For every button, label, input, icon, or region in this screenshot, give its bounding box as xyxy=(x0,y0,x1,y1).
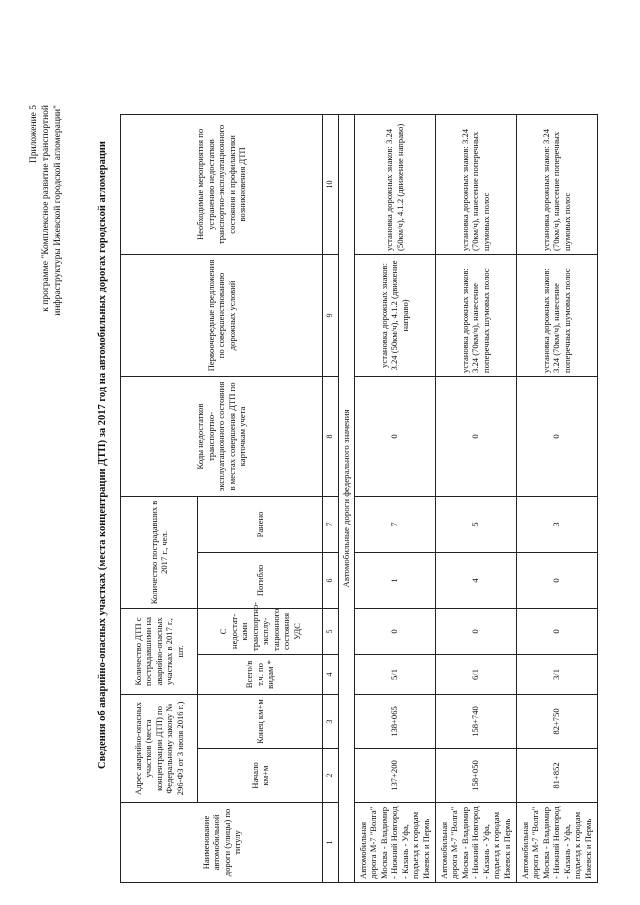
header-codes: Коды недостатков транспортно-эксплуатационного состояния в местах совершения ДТП по карточкам учета xyxy=(121,376,323,496)
header-measures: Необходимые мероприятия по устранению недостатков транспортно-эксплуатационного состояния и профилактики возникновения ДТП xyxy=(121,114,323,254)
header-end: Конец км+м xyxy=(198,694,323,748)
column-number: 9 xyxy=(323,254,339,376)
table-row xyxy=(354,114,435,882)
road-name: Автомобильная дорога М-7 "Волга" Москва - Владимир - Нижний Новгород - Казань - Уфа, подъезд к городам Ижевск и Пермь xyxy=(516,803,597,883)
column-number: 6 xyxy=(323,552,339,608)
header-killed: Погибло xyxy=(198,552,323,608)
header-proposals: Первоочередные предложения по совершенствованию дорожных условий xyxy=(121,254,323,376)
section-row xyxy=(338,114,354,882)
start-km: 81+852 xyxy=(516,749,597,803)
measures: установка дорожных знаков: 3.24 (70км/ч), нанесение поперечных шумовых полос xyxy=(516,114,597,254)
proposals: установка дорожных знаков: 3.24 (50км/ч), 4.1.2 (движение направо) xyxy=(354,254,435,376)
injured-count: 5 xyxy=(435,496,516,552)
injured-count: 3 xyxy=(516,496,597,552)
header-deficient: С недостат-ками транспортно-эксплу-тационного состояния УДС xyxy=(198,608,323,654)
header-road: Наименование автомобильной дороги (улицы) по титулу xyxy=(121,803,323,883)
total-count: 6/1 xyxy=(435,654,516,694)
annex-header xyxy=(28,105,64,865)
annex-number: Приложение 5 xyxy=(29,105,39,164)
proposals: установка дорожных знаков: 3.24 (70км/ч), нанесение поперечных шумовых полос xyxy=(435,254,516,376)
document-title: Сведения об аварийно-опасных участках (места концентрации ДТП) за 2017 год на автомобильных дорогах городской агломерации xyxy=(97,141,108,769)
deficiency-codes: 0 xyxy=(516,376,597,496)
column-number: 3 xyxy=(323,694,339,748)
table-row xyxy=(516,114,597,882)
measures: установка дорожных знаков: 3.24 (70км/ч), нанесение поперечных шумовых полос xyxy=(435,114,516,254)
road-name: Автомобильная дорога М-7 "Волга" Москва - Владимир - Нижний Новгород - Казань - Уфа, подъезд к городам Ижевск и Пермь xyxy=(435,803,516,883)
killed-count: 4 xyxy=(435,552,516,608)
killed-count: 1 xyxy=(354,552,435,608)
end-km: 138+065 xyxy=(354,694,435,748)
column-number: 10 xyxy=(323,114,339,254)
total-count: 5/1 xyxy=(354,654,435,694)
killed-count: 0 xyxy=(516,552,597,608)
deficient-count: 0 xyxy=(354,608,435,654)
annex-program-line: инфраструктуры Ижевской городской агломерации" xyxy=(53,105,63,316)
deficient-count: 0 xyxy=(516,608,597,654)
deficiency-codes: 0 xyxy=(354,376,435,496)
section-title: Автомобильные дороги федерального значения xyxy=(338,114,354,882)
column-number: 2 xyxy=(323,749,339,803)
annex-program-line: к программе "Комплексное развитие транспортной xyxy=(41,105,51,312)
accident-sites-table xyxy=(120,114,598,883)
deficient-count: 0 xyxy=(435,608,516,654)
header-row xyxy=(121,114,198,882)
deficiency-codes: 0 xyxy=(435,376,516,496)
start-km: 158+050 xyxy=(435,749,516,803)
column-number-row xyxy=(323,114,339,882)
end-km: 82+750 xyxy=(516,694,597,748)
header-total: Всего/в т.ч. по видам * xyxy=(198,654,323,694)
header-count-group: Количество ДТП с пострадавшими на аварийно-опасных участках в 2017 г., шт. xyxy=(121,608,198,694)
start-km: 137+200 xyxy=(354,749,435,803)
column-number: 5 xyxy=(323,608,339,654)
header-address-group: Адрес аварийно-опасных участков (места концентрации ДТП) по Федеральному закону № 296-ФЗ от 3 июля 2016 г.) xyxy=(121,694,198,802)
proposals: установка дорожных знаков: 3.24 (70км/ч), нанесение поперечных шумовых полос xyxy=(516,254,597,376)
injured-count: 7 xyxy=(354,496,435,552)
road-name: Автомобильная дорога М-7 "Волга" Москва - Владимир - Нижний Новгород - Казань - Уфа, подъезд к городам Ижевск и Пермь xyxy=(354,803,435,883)
column-number: 1 xyxy=(323,803,339,883)
header-injured: Ранено xyxy=(198,496,323,552)
table-row xyxy=(435,114,516,882)
header-victims-group: Количество пострадавших в 2017 г., чел. xyxy=(121,496,198,608)
measures: установка дорожных знаков: 3.24 (50км/ч), 4.1.2 (движение направо) xyxy=(354,114,435,254)
column-number: 4 xyxy=(323,654,339,694)
total-count: 3/1 xyxy=(516,654,597,694)
end-km: 158+740 xyxy=(435,694,516,748)
header-start: Начало км+м xyxy=(198,749,323,803)
column-number: 7 xyxy=(323,496,339,552)
column-number: 8 xyxy=(323,376,339,496)
